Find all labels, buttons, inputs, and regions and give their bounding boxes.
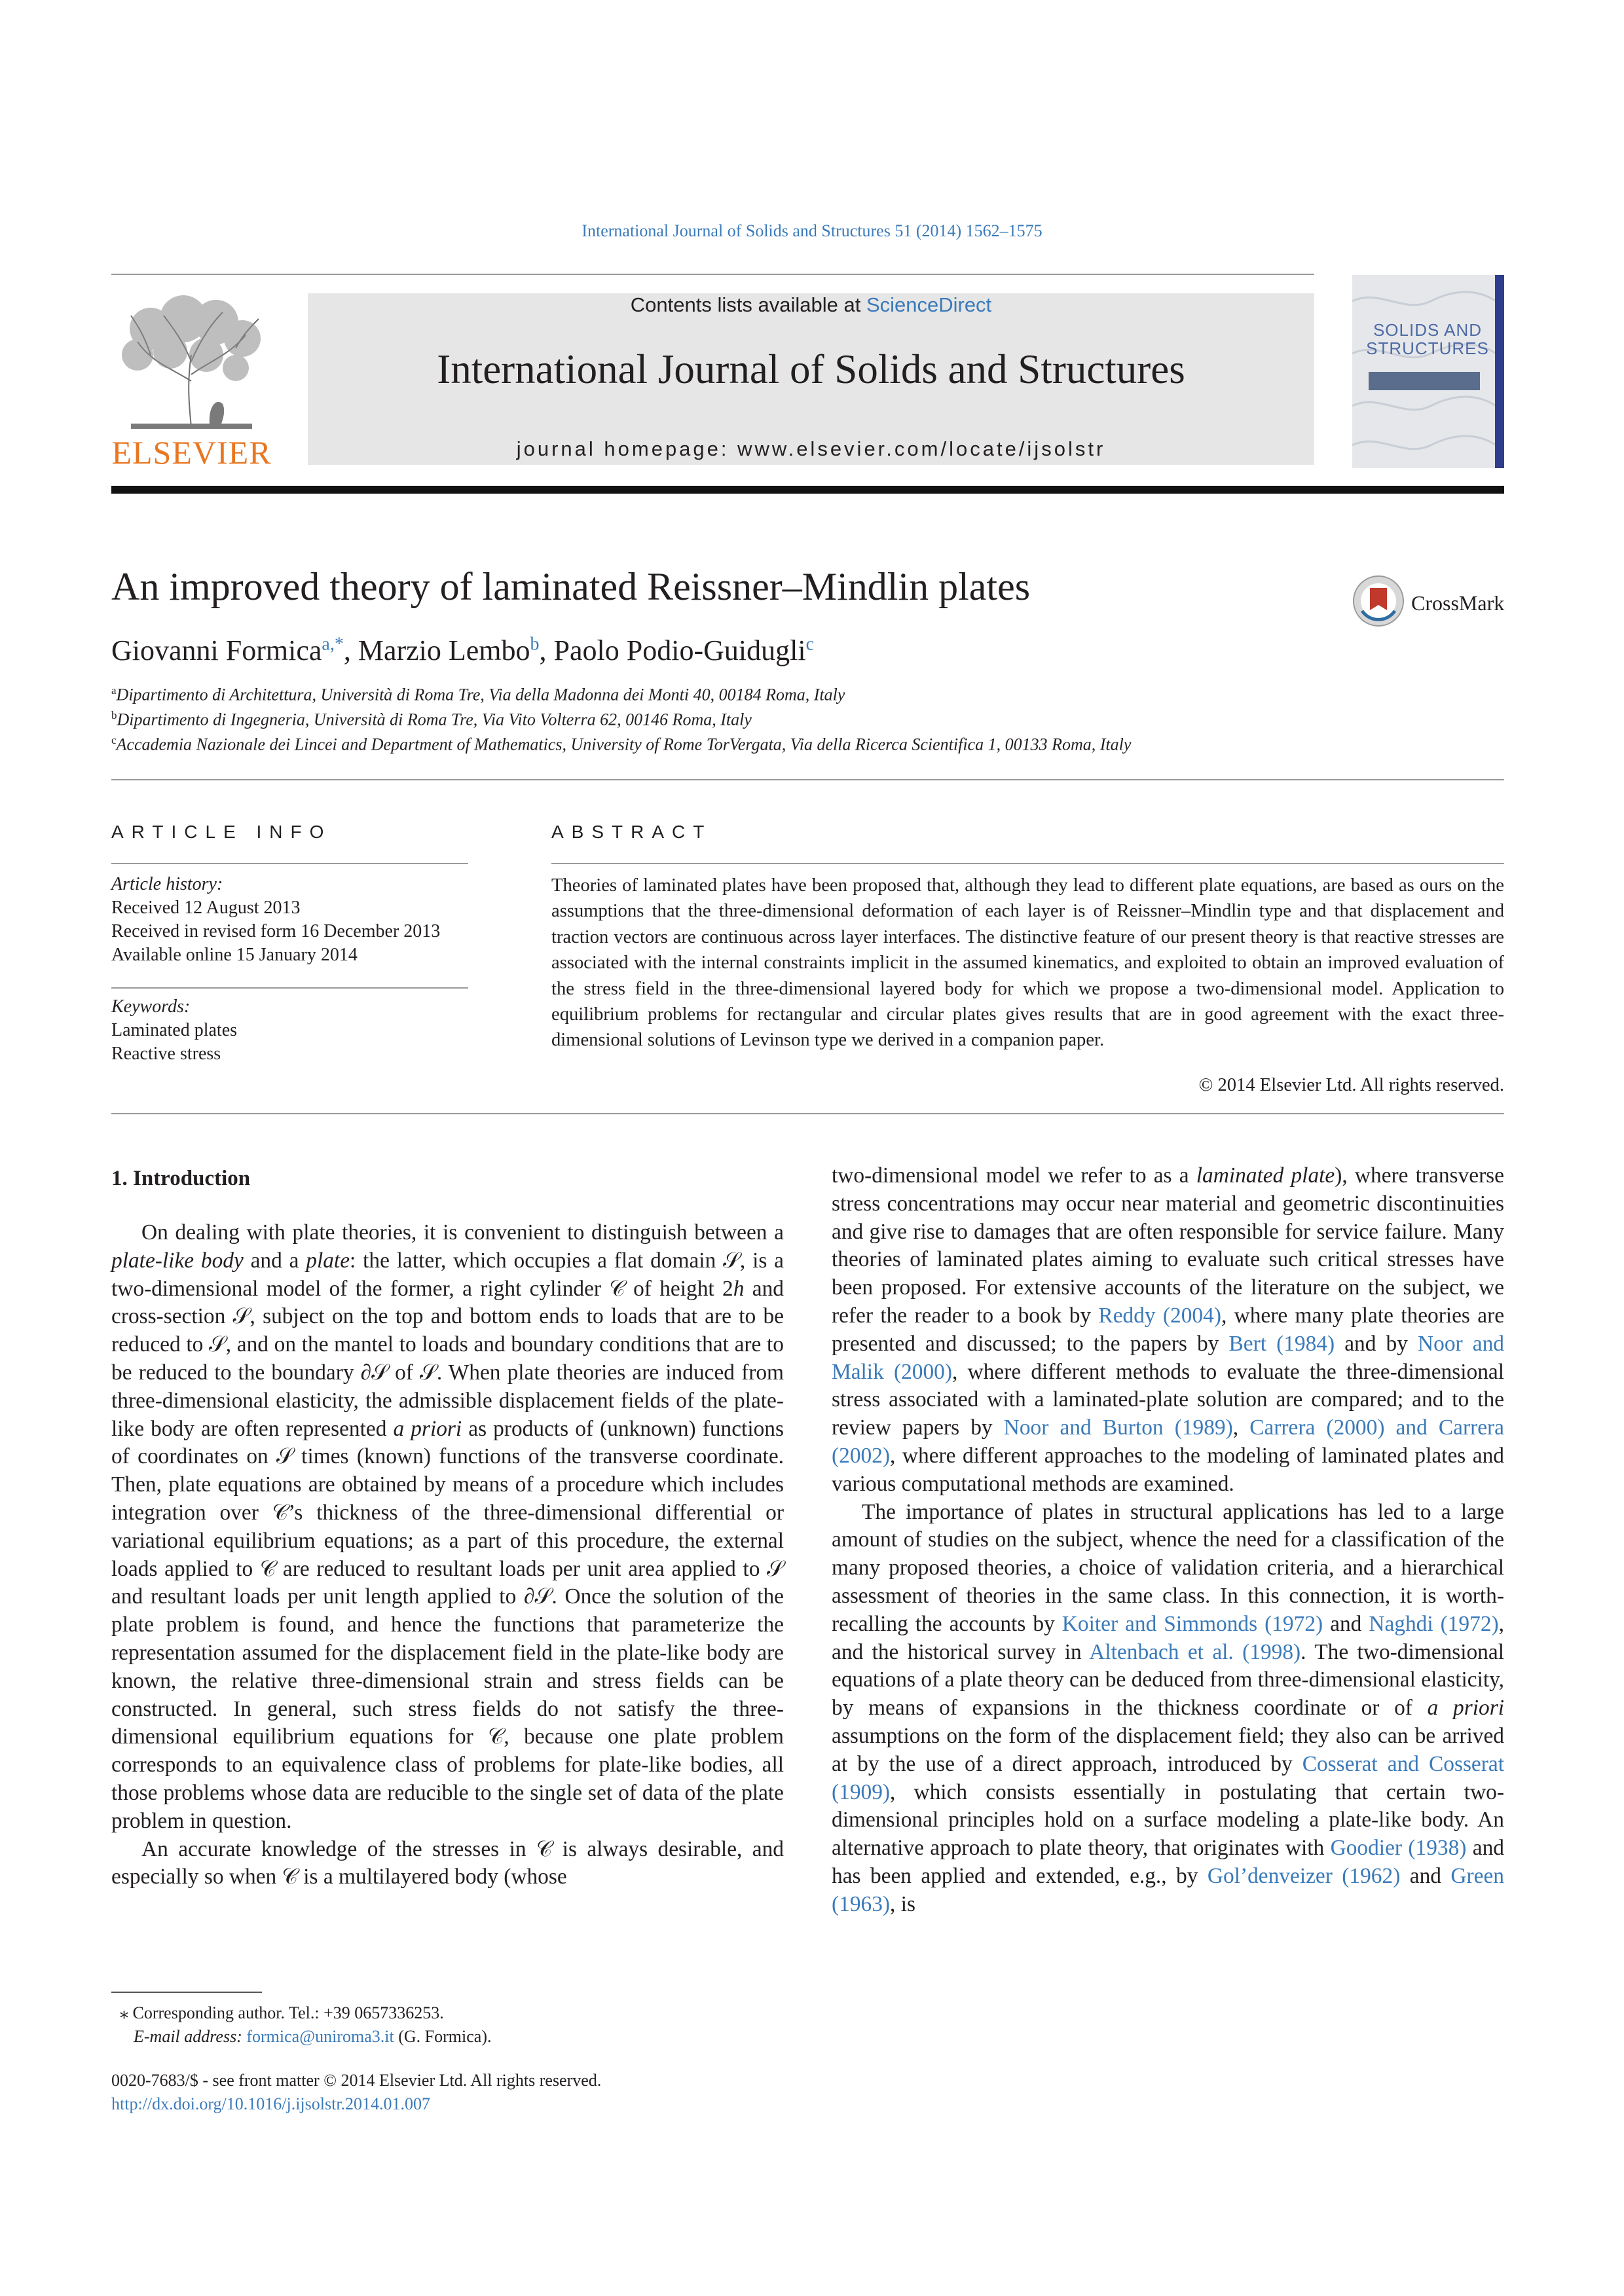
- author-name: Marzio Lembo: [358, 634, 530, 666]
- journal-homepage[interactable]: journal homepage: www.elsevier.com/locate/ijsolstr: [516, 437, 1106, 460]
- divider: [551, 863, 1504, 864]
- reference-link[interactable]: Koiter and Simmonds (1972): [1061, 1611, 1323, 1636]
- keyword: Laminated plates: [111, 1020, 238, 1040]
- reference-link[interactable]: Green (1963): [832, 1863, 1504, 1916]
- section-heading: 1. Introduction: [111, 1167, 251, 1190]
- keyword: Reactive stress: [111, 1044, 221, 1064]
- sciencedirect-link[interactable]: ScienceDirect: [866, 293, 992, 316]
- reference-link[interactable]: Gol’denveizer (1962): [1207, 1863, 1401, 1888]
- divider: [111, 987, 468, 989]
- history-item: Available online 15 January 2014: [111, 945, 358, 965]
- history-item: Received 12 August 2013: [111, 898, 301, 918]
- reference-link[interactable]: Altenbach et al. (1998): [1089, 1639, 1301, 1664]
- reference-link[interactable]: Cosserat and Cosserat (1909): [832, 1751, 1504, 1804]
- reference-link[interactable]: Reddy (2004): [1098, 1303, 1221, 1328]
- journal-name: International Journal of Solids and Structures: [437, 346, 1185, 392]
- affiliation: $^b$Dipartimento di Ingegneria, Università di Roma Tre, Via Vito Volterra 62, 00146 Roma, Italy: [111, 709, 752, 729]
- reference-link[interactable]: Noor and Malik (2000): [832, 1331, 1504, 1384]
- keywords: Keywords: Laminated plates Reactive stress: [111, 995, 468, 1066]
- doi-link[interactable]: http://dx.doi.org/10.1016/j.ijsolstr.2014.01.007: [111, 2094, 431, 2113]
- abstract-text: Theories of laminated plates have been proposed that, although they lead to different plate equations, are based as ours on the assumptions that the three-dimensional deformation of each layer is of Reissner–Mindlin type and that displacement and traction vectors are continuous across layer interfaces. The distinctive feature of our present theory is that reactive stresses are associated with the internal constraints implicit in the assumed kinematics, and exploited to obtain an improved evaluation of the stress field in the three-dimensional layered body for which we propose a two-dimensional model. Application to equilibrium problems for rectangular and circular plates gives results that are in good agreement with the exact three-dimensional solutions of Levinson type we derived in a companion paper.: [551, 875, 1504, 1051]
- left-column-text: On dealing with plate theories, it is convenient to distinguish between a plate-like body and a plate: the latter, which occupies a flat domain 𝒮, is a two-dimensional model of the former, a right cylinder 𝒞 of height 2h and cross-section 𝒮, subject on the top and bottom ends to loads that are to be reduced to 𝒮, and on the mantel to loads and boundary conditions that are to be reduced to the boundary ∂𝒮 of 𝒮. When plate theories are induced from three-dimensional elasticity, the admissible displacement fields of the plate-like body are often represented a priori as products of (unknown) functions of coordinates on 𝒮 times (known) functions of the transverse coordinate. Then, plate equations are obtained by means of a procedure which includes integration over 𝒞’s thickness of the three-dimensional differential or variational equilibrium equations; as a part of this procedure, the external loads applied to 𝒞 are reduced to resultant loads per unit area applied to 𝒮 and resultant loads per unit length applied to ∂𝒮. Once the solution of the plate problem is found, and hence the functions that parameterize the representation assumed for the displacement field in the plate-like body are known, the relative three-dimensional strain and stress fields can be constructed. In general, such stress fields do not satisfy the three-dimensional equilibrium equations for 𝒞, because one plate problem corresponds to an equivalence class of problems for plate-like bodies, all those problems whose data are reducible to the single set of data of the plate problem in question. An accurate knowledge of the stresses in 𝒞 is always desirable, and especially so when 𝒞 is a multilayered body (whose: [111, 1220, 784, 1889]
- reference-link[interactable]: Carrera (2000) and Carrera (2002): [832, 1415, 1504, 1468]
- abstract-heading: ABSTRACT: [551, 822, 712, 842]
- divider: [111, 779, 1504, 780]
- affiliation: $^c$Accademia Nazionale dei Lincei and Department of Mathematics, University of Rome TorVergata, Via della Ricerca Scientifica 1, 00133 Roma, Italy: [111, 734, 1132, 754]
- reference-link[interactable]: Goodier (1938): [1330, 1836, 1467, 1861]
- author-list: Giovanni Formica$^{a,*}$, Marzio Lembo$^b$, Paolo Podio-Guidugli$^c$: [111, 634, 814, 666]
- reference-link[interactable]: Naghdi (1972): [1369, 1611, 1499, 1636]
- crossmark-icon[interactable]: [1352, 575, 1405, 627]
- author-affiliation-marker[interactable]: a,*: [322, 634, 344, 655]
- journal-citation[interactable]: International Journal of Solids and Structures 51 (2014) 1562–1575: [581, 221, 1043, 240]
- article-info-heading: ARTICLE INFO: [111, 822, 332, 842]
- crossmark-label[interactable]: CrossMark: [1411, 591, 1505, 615]
- reference-link[interactable]: Bert (1984): [1228, 1331, 1335, 1356]
- divider: [111, 1113, 1504, 1114]
- abstract-copyright: © 2014 Elsevier Ltd. All rights reserved.: [1198, 1075, 1504, 1095]
- article-title: An improved theory of laminated Reissner–Mindlin plates: [111, 565, 1031, 608]
- header-top-rule: [111, 274, 1314, 275]
- email-link[interactable]: formica@uniroma3.it: [246, 2027, 394, 2046]
- contents-line: Contents lists available at ScienceDirect: [630, 293, 992, 316]
- cover-strip: [1369, 372, 1480, 390]
- author-name: Giovanni Formica: [111, 634, 322, 666]
- author-affiliation-marker[interactable]: b: [530, 634, 540, 655]
- elsevier-wordmark: ELSEVIER: [111, 434, 272, 471]
- cover-title: SOLIDS AND STRUCTURES: [1366, 320, 1489, 358]
- author-name: Paolo Podio-Guidugli: [553, 634, 806, 666]
- divider: [111, 863, 468, 864]
- email-note: E-mail address: formica@uniroma3.it (G. Formica).: [134, 2027, 492, 2046]
- reference-link[interactable]: Noor and Burton (1989): [1003, 1415, 1233, 1440]
- article-history: Article history: Received 12 August 2013 Received in revised form 16 December 2013 Available online 15 January 2014: [111, 873, 468, 967]
- right-column-text: two-dimensional model we refer to as a laminated plate), where transverse stress concentrations may occur near material and geometric discontinuities and give rise to damages that are often responsible for service failure. Many theories of laminated plates aiming to evaluate such critical stresses have been proposed. For extensive accounts of the literature on the subject, we refer the reader to a book by Reddy (2004), where many plate theories are presented and discussed; to the papers by Bert (1984) and by Noor and Malik (2000), where different methods to evaluate the three-dimensional stress associated with a laminated-plate solution are compared; and to the review papers by Noor and Burton (1989), Carrera (2000) and Carrera (2002), where different approaches to the modeling of laminated plates and various computational methods are examined. The importance of plates in structural applications has led to a large amount of studies on the subject, whence the need for a classification of the many proposed theories, a choice of validation criteria, and a hierarchical assessment of theories in the same class. In this connection, it is worth-recalling the accounts by Koiter and Simmonds (1972) and Naghdi (1972), and the historical survey in Altenbach et al. (1998). The two-dimensional equations of a plate theory can be deduced from three-dimensional elasticity, by means of expansions in the thickness coordinate or of a priori assumptions on the form of the displacement field; they also can be arrived at by the use of a direct approach, introduced by Cosserat and Cosserat (1909), which consists essentially in postulating that certain two-dimensional principles hold on a surface modeling a plate-like body. An alternative approach to plate theory, that originates with Goodier (1938) and has been applied and extended, e.g., by Gol’denveizer (1962) and Green (1963), is: [832, 1163, 1505, 1916]
- header-thick-rule: [111, 486, 1504, 494]
- author-affiliation-marker[interactable]: c: [805, 634, 814, 655]
- footnote-rule: [111, 1992, 262, 1993]
- corresponding-author-note: ⁎ Corresponding author. Tel.: +39 0657336253.: [111, 2003, 444, 2022]
- affiliation: $^a$Dipartimento di Architettura, Università di Roma Tre, Via della Madonna dei Monti 40, 00184 Roma, Italy: [111, 684, 845, 704]
- issn-line: 0020-7683/$ - see front matter © 2014 Elsevier Ltd. All rights reserved.: [111, 2071, 602, 2090]
- history-item: Received in revised form 16 December 2013: [111, 921, 441, 941]
